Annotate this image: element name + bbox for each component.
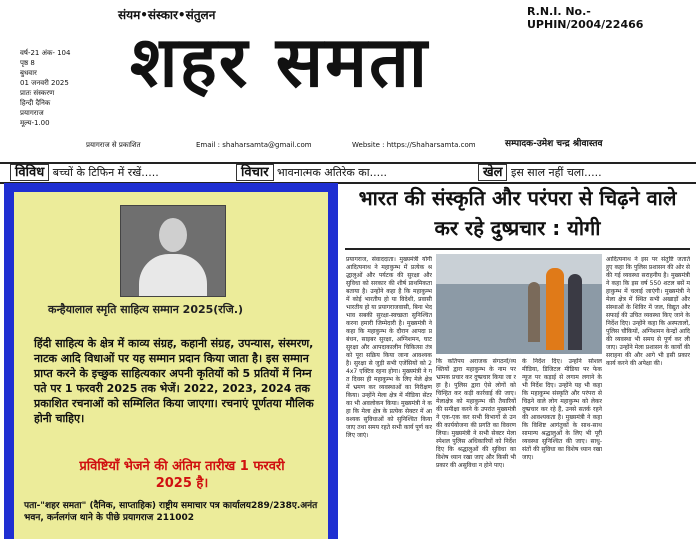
issue-city: प्रयागराज (20, 109, 44, 117)
office-address: पता-"शहर समता" (दैनिक, साप्ताहिक) राष्ट्रीय समाचार पत्र कार्यालय289/238ए.अनंत भवन, कर्नलगंज थाने के पीछे प्रयागराज 211002 (24, 501, 318, 523)
published-from: प्रयागराज से प्रकाशित (86, 141, 141, 149)
article-headline[interactable]: भारत की संस्कृति और परंपरा से चिढ़ने वाले कर रहे दुष्प्रचार : योगी (358, 186, 677, 240)
masthead-tagline: संयम•संस्कार•संतुलन (118, 8, 216, 22)
newspaper-title[interactable]: शहर समता (130, 21, 429, 103)
email-contact[interactable]: Email : shaharsamta@gmail.com (196, 141, 312, 149)
section-vichar[interactable]: विचार भावनात्मक अतिरेक का..... (236, 164, 387, 182)
rni-number: R.N.I. No.-UPHIN/2004/22466 (527, 5, 644, 31)
issue-weekday: बुधवार (20, 69, 37, 77)
website-link[interactable]: Website : https://Shaharsamta.com (352, 141, 476, 149)
editor-credit: सम्पादक-उमेश चन्द्र श्रीवास्तव (505, 139, 603, 149)
headline-rule (345, 248, 690, 250)
issue-price: मूल्य-1.00 (20, 119, 50, 127)
news-photo (436, 254, 602, 354)
issue-info (20, 48, 90, 128)
award-title: कन्हैयालाल स्मृति साहित्य सम्मान 2025(रजि.) (48, 303, 244, 316)
section-vividh[interactable]: विविध बच्चों के टिफिन में रखें..... (10, 164, 159, 182)
issue-language: हिन्दी दैनिक (20, 99, 51, 107)
issue-edition: प्रातः संस्करण (20, 89, 55, 97)
section-khel[interactable]: खेल इस साल नहीं चला..... (478, 164, 602, 182)
portrait-photo (120, 205, 226, 297)
submission-deadline: प्रविष्टियाँ भेजने की अंतिम तारीख 1 फरवरी 2025 है। (79, 459, 285, 491)
article-column-1: प्रयागराज, संवाददाता। मुख्यमंत्री योगी आदित्यनाथ ने महाकुम्भ में प्रत्येक श्रद्धालुओं और पर्यटक की सुरक्षा और सुविधा को सरकार की शीर्ष प्राथमिकता बताया है। उन्होंने कहा है कि महाकुम्भ में कोई भारतीय हो या विदेशी, प्रवासी भारतीय हो या प्रयागराजवासी, बिना भेदभाव सबकी सुरक्षा-स्वच्छता सुनिश्चित करना हमारी जिम्मेदारी है। मुख्यमंत्री ने कहा कि महाकुम्भ के दौरान आपदा प्रबंधन, साइबर सुरक्षा, अग्निशमन, घाट सुरक्षा और आपदाकालीन चिकित्सा तंत्र को पूरा सक्रिय किया जाना आवश्यक है। सुरक्षा से जुड़ी सभी एजेंसियों को 24x7 एक्टिव रहना होगा। मुख्यमंत्री ने गत दिवस ही महाकुम्भ के लिए मेले क्षेत्र में भ्रमण कर व्यवस्थाओं का निरीक्षण किया। उन्होंने मेला क्षेत्र में मीडिया सेंटर का भी अवलोकन किया। मुख्यमंत्री ने कहा कि मेला क्षेत्र के प्रत्येक सेक्टर में आवश्यक सुविधाओं को सुनिश्चित किया जाए तथा समय रहते सभी कार्य पूर्ण कर लिए जाएं। (346, 256, 432, 439)
article-column-4: आदित्यनाथ ने इस पर संतुष्टि जताते हुए कहा कि पुलिस प्रशासन की ओर से की गई व्यवस्था सराहनीय है। मुख्यमंत्री ने कहा कि इस वर्ष 550 शटल बसें महाकुम्भ में चलाई जाएंगी। मुख्यमंत्री ने मेला क्षेत्र में स्थित सभी अखाड़ों और संस्थाओं के शिविर में जल, विद्युत और सफाई की उचित व्यवस्था किए जाने के निर्देश दिए। उन्होंने कहा कि अस्पतालों, पुलिस चौकियों, अग्निशमन केन्द्रों आदि की व्यवस्था भी समय से पूर्ण कर ली जाए। उन्होंने मेला प्रशासन के कार्यों की सराहना की और आगे भी इसी प्रकार कार्य करने की अपेक्षा की। (606, 256, 690, 367)
article-column-2: कि कतिपय अराजक संगठनों/व्यक्तियों द्वारा महाकुम्भ के नाम पर भ्रामक प्रचार कर दुष्प्रचार किया जा रहा है। पुलिस द्वारा ऐसे लोगों को चिन्हित कर कड़ी कार्रवाई की जाए। मेलाक्षेत्र को महाकुम्भ की तैयारियों की समीक्षा करने के उपरांत मुख्यमंत्री ने एक-एक कर सभी विभागों से उनकी कार्ययोजना की प्रगति का विवरण लिया। मुख्यमंत्री ने सभी सेक्टर मेला स्पेशल पुलिस अधिकारियों को निर्देश दिए कि श्रद्धालुओं की सुविधा का विशेष ध्यान रखा जाए और किसी भी प्रकार की असुविधा न होने पाए। (436, 358, 516, 469)
issue-pages: पृष्ठ 8 (20, 59, 35, 67)
issue-date: 01 जनवरी 2025 (20, 79, 69, 87)
section-bar (0, 162, 696, 184)
article-column-3: के निर्देश दिए। उन्होंने सोशल मीडिया, डिजिटल मीडिया पर फेक न्यूज पर कड़ाई से लगाम लगाने के भी निर्देश दिए। उन्होंने यह भी कहा कि महाकुम्भ संस्कृति और परंपरा से चिढ़ने वाले लोग महाकुम्भ को लेकर दुष्प्रचार कर रहे हैं, उनसे सतर्क रहने की आवश्यकता है। मुख्यमंत्री ने कहा कि विशिष्ट आगंतुकों के साथ-साथ सामान्य श्रद्धालुओं के लिए भी पूरी व्यवस्था सुनिश्चित की जाए। साधु-संतों की सुविधा का विशेष ध्यान रखा जाए। (522, 358, 602, 461)
award-description: हिंदी साहित्य के क्षेत्र में काव्य संग्रह, कहानी संग्रह, उपन्यास, संस्मरण, नाटक आदि विधाओं पर यह सम्मान प्रदान किया जाता है। इस सम्मान प्राप्त करने के इच्छुक साहित्यकार अपनी कृतियों को 5 प्रतियों में निम्न पते पर 1 फरवरी 2025 तक भेजें। 2022, 2023, 2024 तक प्रकाशित रचनाओं को सम्मिलित किया जाएगा। रचनाएं पूर्णतया मौलिक होनी चाहिए। (34, 337, 314, 425)
issue-volume: वर्ष-21 अंक- 104 (20, 49, 71, 57)
